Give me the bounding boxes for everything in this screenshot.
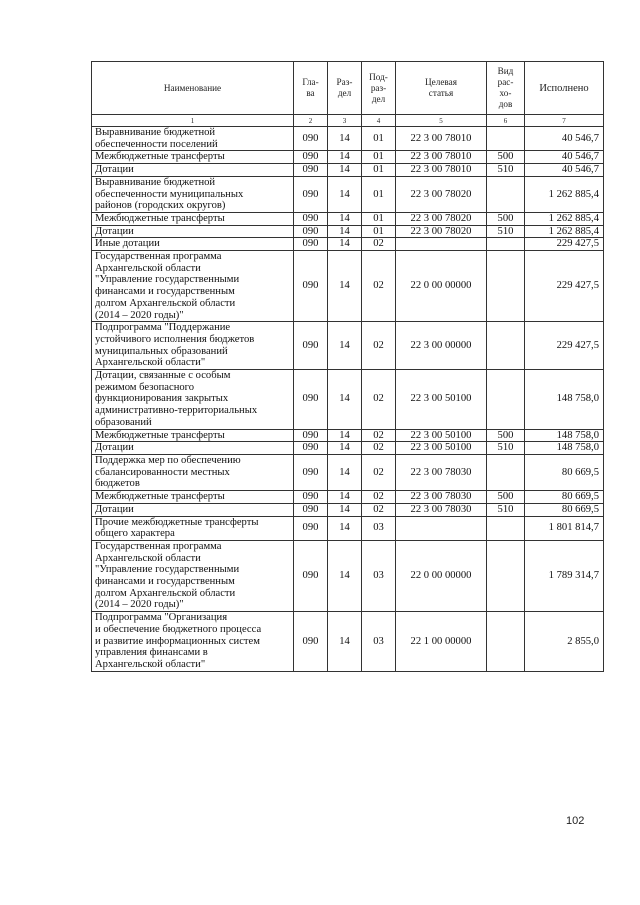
cell-executed: 80 669,5: [525, 454, 604, 490]
cell-podrazdel: 01: [362, 176, 396, 212]
cell-podrazdel: 02: [362, 491, 396, 504]
cell-executed: 2 855,0: [525, 612, 604, 672]
cell-glava: 090: [294, 503, 328, 516]
cell-name: Межбюджетные трансферты: [92, 212, 294, 225]
cell-glava: 090: [294, 612, 328, 672]
column-number: 2: [294, 115, 328, 127]
cell-name: Дотации: [92, 442, 294, 455]
cell-name: Подпрограмма "Организация и обеспечение бюджетного процесса и развитие информационных систем управления финансами в Архангельской области": [92, 612, 294, 672]
cell-razdel: 14: [328, 164, 362, 177]
cell-podrazdel: 03: [362, 612, 396, 672]
cell-executed: 229 427,5: [525, 322, 604, 370]
cell-glava: 090: [294, 454, 328, 490]
cell-razdel: 14: [328, 127, 362, 151]
header-name: Наименование: [92, 62, 294, 115]
cell-target-article: 22 3 00 78020: [396, 176, 487, 212]
cell-executed: 148 758,0: [525, 442, 604, 455]
cell-executed: 80 669,5: [525, 503, 604, 516]
cell-razdel: 14: [328, 370, 362, 430]
cell-podrazdel: 02: [362, 322, 396, 370]
table-row: [92, 176, 604, 212]
header-razdel: Раз- дел: [328, 62, 362, 115]
cell-name: Государственная программа Архангельской области "Управление государственными финансами и государственным долгом Архангельской области (2014 – 2020 годы)": [92, 540, 294, 611]
cell-target-article: 22 1 00 00000: [396, 612, 487, 672]
cell-executed: 1 801 814,7: [525, 516, 604, 540]
cell-target-article: 22 3 00 78030: [396, 454, 487, 490]
cell-target-article: 22 0 00 00000: [396, 251, 487, 322]
cell-expense-type: [487, 322, 525, 370]
cell-glava: 090: [294, 176, 328, 212]
table-row: [92, 516, 604, 540]
cell-podrazdel: 03: [362, 540, 396, 611]
table-row: [92, 454, 604, 490]
cell-executed: 148 758,0: [525, 429, 604, 442]
cell-name: Дотации: [92, 164, 294, 177]
cell-expense-type: 500: [487, 212, 525, 225]
table-row: [92, 238, 604, 251]
cell-glava: 090: [294, 164, 328, 177]
cell-glava: 090: [294, 540, 328, 611]
cell-expense-type: [487, 251, 525, 322]
cell-podrazdel: 02: [362, 442, 396, 455]
cell-executed: 229 427,5: [525, 251, 604, 322]
cell-name: Межбюджетные трансферты: [92, 429, 294, 442]
header-executed: Исполнено: [525, 62, 604, 115]
cell-name: Дотации: [92, 225, 294, 238]
column-number: 1: [92, 115, 294, 127]
cell-name: Иные дотации: [92, 238, 294, 251]
cell-razdel: 14: [328, 503, 362, 516]
column-number: 5: [396, 115, 487, 127]
table-row: [92, 127, 604, 151]
table-header-row: [92, 62, 604, 115]
cell-target-article: 22 0 00 00000: [396, 540, 487, 611]
cell-podrazdel: 03: [362, 516, 396, 540]
cell-podrazdel: 02: [362, 238, 396, 251]
cell-razdel: 14: [328, 212, 362, 225]
cell-razdel: 14: [328, 429, 362, 442]
cell-expense-type: [487, 238, 525, 251]
cell-razdel: 14: [328, 540, 362, 611]
cell-target-article: 22 3 00 78030: [396, 503, 487, 516]
cell-target-article: [396, 238, 487, 251]
cell-razdel: 14: [328, 491, 362, 504]
cell-target-article: 22 3 00 50100: [396, 370, 487, 430]
budget-table: [91, 61, 604, 672]
column-number: 7: [525, 115, 604, 127]
cell-executed: 40 546,7: [525, 151, 604, 164]
cell-name: Выравнивание бюджетной обеспеченности поселений: [92, 127, 294, 151]
cell-name: Подпрограмма "Поддержание устойчивого исполнения бюджетов муниципальных образований Архангельской области": [92, 322, 294, 370]
cell-name: Прочие межбюджетные трансферты общего характера: [92, 516, 294, 540]
header-expense-type: Вид рас- хо- дов: [487, 62, 525, 115]
cell-expense-type: [487, 127, 525, 151]
table-row: [92, 151, 604, 164]
cell-expense-type: [487, 454, 525, 490]
cell-expense-type: 510: [487, 225, 525, 238]
cell-razdel: 14: [328, 238, 362, 251]
cell-glava: 090: [294, 442, 328, 455]
table-row: [92, 442, 604, 455]
cell-podrazdel: 01: [362, 212, 396, 225]
cell-expense-type: 500: [487, 151, 525, 164]
cell-expense-type: [487, 176, 525, 212]
cell-name: Межбюджетные трансферты: [92, 491, 294, 504]
column-number-row: [92, 115, 604, 127]
cell-executed: 80 669,5: [525, 491, 604, 504]
cell-razdel: 14: [328, 516, 362, 540]
cell-target-article: 22 3 00 78030: [396, 491, 487, 504]
cell-name: Государственная программа Архангельской области "Управление государственными финансами и государственным долгом Архангельской области (2014 – 2020 годы)": [92, 251, 294, 322]
cell-glava: 090: [294, 238, 328, 251]
cell-target-article: 22 3 00 78020: [396, 212, 487, 225]
table-body: [92, 127, 604, 672]
cell-glava: 090: [294, 151, 328, 164]
table-row: [92, 612, 604, 672]
cell-podrazdel: 02: [362, 251, 396, 322]
cell-name: Выравнивание бюджетной обеспеченности муниципальных районов (городских округов): [92, 176, 294, 212]
table-row: [92, 322, 604, 370]
column-number: 6: [487, 115, 525, 127]
cell-target-article: 22 3 00 78020: [396, 225, 487, 238]
cell-podrazdel: 02: [362, 454, 396, 490]
cell-executed: 229 427,5: [525, 238, 604, 251]
cell-expense-type: [487, 612, 525, 672]
cell-expense-type: 500: [487, 491, 525, 504]
cell-podrazdel: 02: [362, 503, 396, 516]
column-number: 3: [328, 115, 362, 127]
cell-executed: 1 262 885,4: [525, 176, 604, 212]
table-row: [92, 212, 604, 225]
cell-target-article: 22 3 00 78010: [396, 164, 487, 177]
cell-expense-type: [487, 516, 525, 540]
cell-executed: 1 789 314,7: [525, 540, 604, 611]
cell-podrazdel: 01: [362, 151, 396, 164]
table-row: [92, 429, 604, 442]
cell-target-article: 22 3 00 78010: [396, 151, 487, 164]
cell-target-article: 22 3 00 50100: [396, 442, 487, 455]
cell-razdel: 14: [328, 151, 362, 164]
cell-executed: 148 758,0: [525, 370, 604, 430]
cell-name: Дотации: [92, 503, 294, 516]
page-number: 102: [566, 815, 585, 827]
cell-name: Межбюджетные трансферты: [92, 151, 294, 164]
cell-expense-type: 510: [487, 164, 525, 177]
cell-executed: 1 262 885,4: [525, 212, 604, 225]
cell-glava: 090: [294, 212, 328, 225]
table-row: [92, 491, 604, 504]
cell-glava: 090: [294, 491, 328, 504]
cell-podrazdel: 01: [362, 127, 396, 151]
cell-target-article: 22 3 00 50100: [396, 429, 487, 442]
cell-target-article: [396, 516, 487, 540]
cell-glava: 090: [294, 429, 328, 442]
table-row: [92, 503, 604, 516]
cell-target-article: 22 3 00 78010: [396, 127, 487, 151]
cell-razdel: 14: [328, 612, 362, 672]
cell-name: Дотации, связанные с особым режимом безопасного функционирования закрытых административно-территориальных образований: [92, 370, 294, 430]
cell-razdel: 14: [328, 176, 362, 212]
table-row: [92, 164, 604, 177]
cell-glava: 090: [294, 516, 328, 540]
cell-executed: 40 546,7: [525, 127, 604, 151]
table-row: [92, 540, 604, 611]
cell-expense-type: 510: [487, 503, 525, 516]
table-row: [92, 370, 604, 430]
cell-executed: 40 546,7: [525, 164, 604, 177]
cell-razdel: 14: [328, 225, 362, 238]
cell-glava: 090: [294, 225, 328, 238]
table-row: [92, 225, 604, 238]
cell-razdel: 14: [328, 322, 362, 370]
cell-name: Поддержка мер по обеспечению сбалансированности местных бюджетов: [92, 454, 294, 490]
cell-podrazdel: 01: [362, 164, 396, 177]
header-glava: Гла- ва: [294, 62, 328, 115]
cell-razdel: 14: [328, 454, 362, 490]
cell-expense-type: [487, 540, 525, 611]
cell-glava: 090: [294, 251, 328, 322]
cell-podrazdel: 02: [362, 429, 396, 442]
cell-razdel: 14: [328, 251, 362, 322]
cell-expense-type: [487, 370, 525, 430]
cell-target-article: 22 3 00 00000: [396, 322, 487, 370]
cell-glava: 090: [294, 127, 328, 151]
column-number: 4: [362, 115, 396, 127]
cell-glava: 090: [294, 322, 328, 370]
cell-expense-type: 500: [487, 429, 525, 442]
cell-podrazdel: 01: [362, 225, 396, 238]
cell-razdel: 14: [328, 442, 362, 455]
header-target-article: Целевая статья: [396, 62, 487, 115]
cell-executed: 1 262 885,4: [525, 225, 604, 238]
header-podrazdel: Под- раз- дел: [362, 62, 396, 115]
cell-glava: 090: [294, 370, 328, 430]
cell-expense-type: 510: [487, 442, 525, 455]
table-row: [92, 251, 604, 322]
cell-podrazdel: 02: [362, 370, 396, 430]
